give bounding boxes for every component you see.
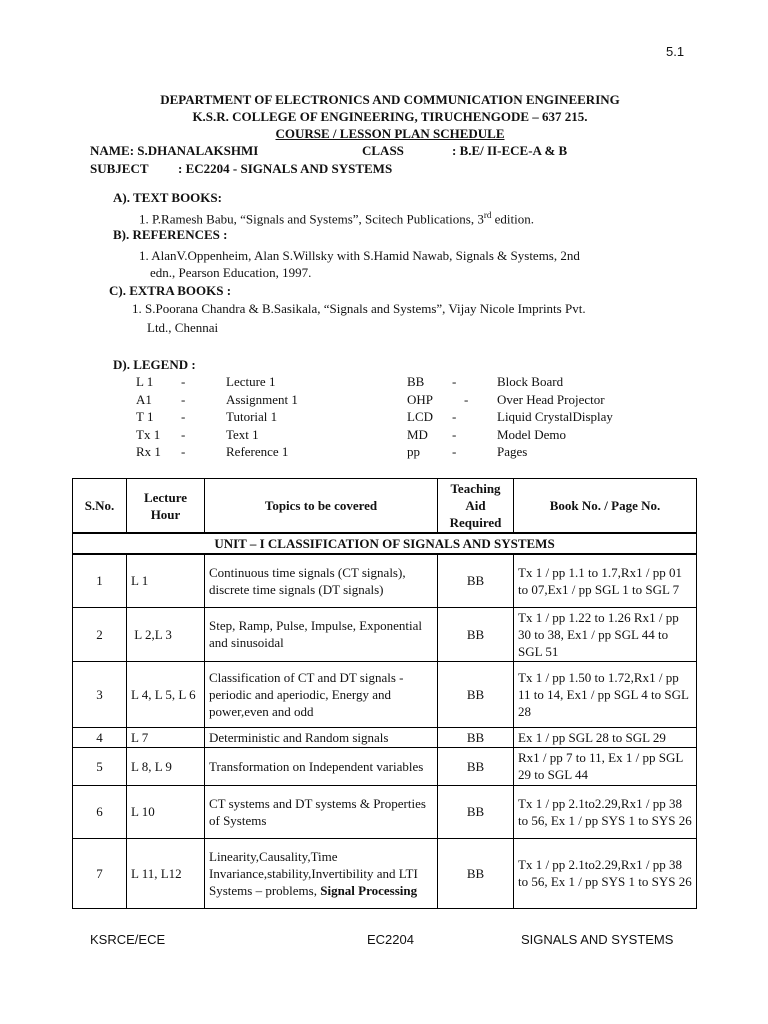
row-book: Ex 1 / pp SGL 28 to SGL 29 (514, 727, 697, 747)
table-row (73, 747, 697, 785)
row-lecture: L 8, L 9 (127, 747, 205, 785)
name-label: NAME: S.DHANALAKSHMI (90, 143, 259, 158)
row-topic: Transformation on Independent variables (205, 747, 438, 785)
row-sno: 1 (73, 554, 127, 607)
reference-line-1: 1. AlanV.Oppenheim, Alan S.Willsky with S.Hamid Nawab, Signals & Systems, 2nd (139, 248, 580, 263)
legend-desc: Text 1 (226, 426, 259, 442)
legend-abbr: Rx 1 (136, 444, 161, 459)
legend-desc: Model Demo (497, 426, 566, 442)
legend-abbr: Tx 1 (136, 426, 161, 442)
legend-dash: - (181, 409, 186, 424)
table-header-row (73, 479, 697, 534)
legend-desc: Assignment 1 (226, 391, 298, 407)
legend-abbr: L 1 (136, 374, 154, 389)
legend-dash: - (181, 426, 186, 442)
row-sno: 5 (73, 747, 127, 785)
references-title: B). REFERENCES : (113, 227, 228, 242)
legend-dash: - (452, 374, 457, 389)
legend-dash: - (452, 409, 457, 424)
legend-abbr: MD (407, 426, 428, 442)
header-topics: Topics to be covered (205, 479, 438, 534)
legend-dash: - (181, 391, 186, 407)
legend-dash: - (452, 444, 457, 459)
unit-title: UNIT – I CLASSIFICATION OF SIGNALS AND SYSTEMS (73, 533, 697, 554)
legend-abbr: LCD (407, 409, 433, 424)
text-book-edition: edition. (491, 211, 534, 227)
legend-desc: Tutorial 1 (226, 409, 278, 424)
subject-value: : EC2204 - SIGNALS AND SYSTEMS (178, 161, 393, 176)
row-aid: BB (438, 661, 514, 727)
legend-abbr: OHP (407, 391, 434, 407)
page-number: 5.1 (666, 44, 685, 59)
header-aid-line3: Required (449, 515, 502, 530)
class-label: CLASS (362, 143, 404, 158)
text-books-title: A). TEXT BOOKS: (113, 190, 222, 205)
row-topic: Continuous time signals (CT signals), discrete time signals (DT signals) (205, 554, 438, 607)
row-topic: Classification of CT and DT signals - periodic and aperiodic, Energy and power,even and odd (205, 661, 438, 727)
header-sno: S.No. (73, 479, 127, 534)
text-book-text: 1. P.Ramesh Babu, “Signals and Systems”, Scitech Publications, 3 (139, 211, 484, 227)
header-teaching-aid (438, 479, 514, 534)
legend-dash: - (452, 426, 457, 442)
row-aid: BB (438, 838, 514, 908)
row-sno: 3 (73, 661, 127, 727)
footer-left: KSRCE/ECE (90, 932, 166, 947)
row-book: Tx 1 / pp 2.1to2.29,Rx1 / pp 38 to 56, Ex 1 / pp SYS 1 to SYS 26 (514, 785, 697, 838)
footer-right: SIGNALS AND SYSTEMS (521, 932, 674, 947)
extra-book-line-2: Ltd., Chennai (147, 320, 219, 335)
header-lecture-hour (127, 479, 205, 534)
legend-desc: Pages (497, 444, 528, 459)
legend-desc: Block Board (497, 374, 564, 389)
row-aid: BB (438, 554, 514, 607)
row-lecture: L 7 (127, 727, 205, 747)
row-aid: BB (438, 607, 514, 661)
header-aid-line2: Aid (465, 498, 486, 513)
reference-line-2: edn., Pearson Education, 1997. (150, 265, 312, 280)
legend-dash: - (181, 374, 186, 389)
row-book: Tx 1 / pp 2.1to2.29,Rx1 / pp 38 to 56, Ex 1 / pp SYS 1 to SYS 26 (514, 838, 697, 908)
row-aid: BB (438, 747, 514, 785)
legend-abbr: pp (407, 444, 420, 459)
legend-desc: Over Head Projector (497, 391, 605, 407)
row-lecture: L 11, L12 (127, 838, 205, 908)
row-sno: 7 (73, 838, 127, 908)
row-aid: BB (438, 727, 514, 747)
row-book: Rx1 / pp 7 to 11, Ex 1 / pp SGL 29 to SGL 44 (514, 747, 697, 785)
table-row (73, 607, 697, 661)
legend-dash: - (181, 444, 186, 459)
header-lecture-line1: Lecture (143, 489, 188, 505)
table-row (73, 785, 697, 838)
schedule-heading: COURSE / LESSON PLAN SCHEDULE (275, 126, 505, 141)
legend-abbr: A1 (136, 391, 152, 407)
table-row (73, 661, 697, 727)
legend-desc: Liquid CrystalDisplay (497, 409, 613, 424)
row-topic-cell (205, 838, 438, 908)
row-sno: 2 (73, 607, 127, 661)
row-lecture: L 10 (127, 785, 205, 838)
text-book-edition-sup: rd (483, 210, 492, 220)
row-lecture: L 4, L 5, L 6 (127, 661, 205, 727)
row-book: Tx 1 / pp 1.1 to 1.7,Rx1 / pp 01 to 07,Ex1 / pp SGL 1 to SGL 7 (514, 554, 697, 607)
row-topic: Step, Ramp, Pulse, Impulse, Exponential and sinusoidal (205, 607, 438, 661)
row-lecture: L 1 (127, 554, 205, 607)
text-book-item (139, 207, 534, 227)
row-aid: BB (438, 785, 514, 838)
header-book-page: Book No. / Page No. (514, 479, 697, 534)
table-row (73, 727, 697, 747)
subject-label: SUBJECT (90, 161, 149, 176)
legend-desc: Lecture 1 (226, 374, 276, 389)
legend-desc: Reference 1 (226, 444, 289, 459)
legend-block (0, 373, 768, 463)
legend-dash: - (464, 391, 469, 407)
table-row (73, 554, 697, 607)
legend-abbr: BB (407, 374, 425, 389)
row-sno: 4 (73, 727, 127, 747)
extra-book-line-1: 1. S.Poorana Chandra & B.Sasikala, “Signals and Systems”, Vijay Nicole Imprints Pvt. (132, 301, 586, 316)
extra-books-title: C). EXTRA BOOKS : (109, 283, 232, 298)
row-topic-bold: Signal Processing (320, 882, 418, 898)
header-aid-line1: Teaching (450, 481, 501, 496)
row-lecture: L 2,L 3 (127, 607, 205, 661)
header-lecture-line2: Hour (150, 506, 181, 522)
row-topic: Linearity,Causality,Time Invariance,stability,Invertibility and LTI Systems – problems, (209, 848, 418, 898)
unit-title-row (73, 533, 697, 554)
lesson-plan-table (72, 478, 697, 909)
row-book: Tx 1 / pp 1.50 to 1.72,Rx1 / pp 11 to 14, Ex1 / pp SGL 4 to SGL 28 (514, 661, 697, 727)
row-sno: 6 (73, 785, 127, 838)
row-topic: CT systems and DT systems & Properties of Systems (205, 785, 438, 838)
table-row (73, 838, 697, 908)
class-value: : B.E/ II-ECE-A & B (452, 143, 568, 158)
legend-title: D). LEGEND : (113, 357, 196, 372)
department-heading: DEPARTMENT OF ELECTRONICS AND COMMUNICATION ENGINEERING (160, 92, 620, 107)
footer-center: EC2204 (367, 932, 414, 947)
row-book: Tx 1 / pp 1.22 to 1.26 Rx1 / pp 30 to 38, Ex1 / pp SGL 44 to SGL 51 (514, 607, 697, 661)
row-topic: Deterministic and Random signals (205, 727, 438, 747)
college-heading: K.S.R. COLLEGE OF ENGINEERING, TIRUCHENGODE – 637 215. (192, 109, 588, 124)
legend-abbr: T 1 (136, 409, 154, 424)
